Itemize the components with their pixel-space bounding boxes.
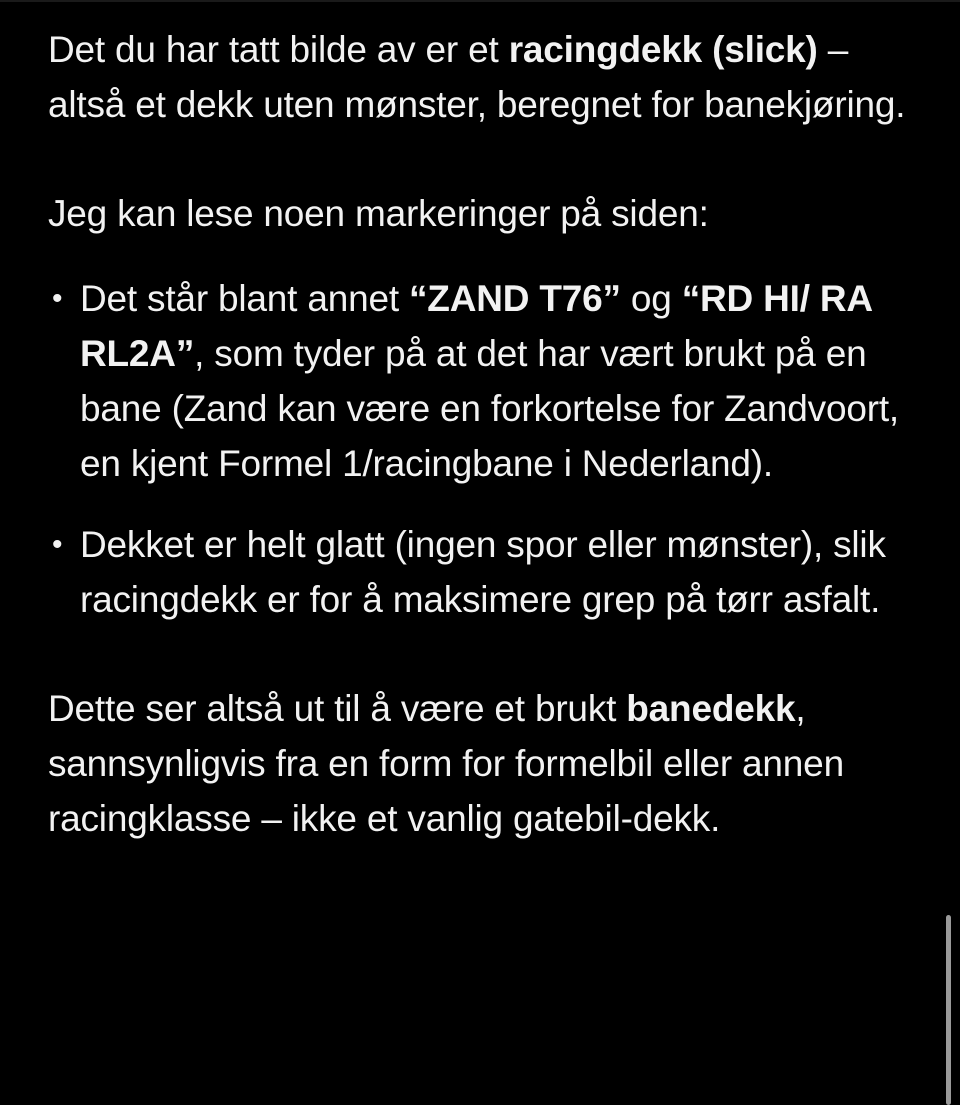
list-item — [48, 271, 928, 491]
bullet-dot-icon: • — [52, 282, 63, 315]
bullet-bold-marking: “RD HI/ RA RL2A” — [80, 278, 872, 374]
markings-list — [48, 271, 928, 627]
bullet-bold-marking: “ZAND T76” — [409, 278, 621, 319]
bullet-text: Dekket er helt glatt (ingen spor eller mønster), slik racingdekk er for å maksimere grep på tørr asfalt. — [80, 524, 886, 620]
bullet-text: og — [620, 278, 682, 319]
list-item — [48, 517, 928, 627]
intro-paragraph — [48, 22, 928, 132]
intro-bold-term: racingdekk (slick) — [508, 29, 818, 70]
intro-text: Det du har tatt bilde av er et — [48, 29, 509, 70]
top-edge-divider — [0, 0, 960, 2]
conclusion-bold-term: banedekk — [626, 688, 796, 729]
bullet-text: Det står blant annet — [80, 278, 409, 319]
conclusion-text: Dette ser altså ut til å være et brukt — [48, 688, 627, 729]
markings-intro: Jeg kan lese noen markeringer på siden: — [48, 193, 709, 234]
assistant-message — [48, 22, 928, 846]
scrollbar[interactable] — [946, 915, 951, 1105]
bullet-dot-icon: • — [52, 528, 63, 561]
bullet-text: , som tyder på at det har vært brukt på en bane (Zand kan være en forkortelse for Zandvoort, en kjent Formel 1/racingbane i Nederland). — [80, 333, 900, 484]
conclusion-text-end: , sannsynligvis fra en form for formelbil eller annen racingklasse – ikke et vanlig gatebil-dekk. — [48, 688, 844, 839]
intro-text-end: – altså et dekk uten mønster, beregnet for banekjøring. — [48, 29, 906, 125]
conclusion-paragraph — [48, 681, 928, 846]
